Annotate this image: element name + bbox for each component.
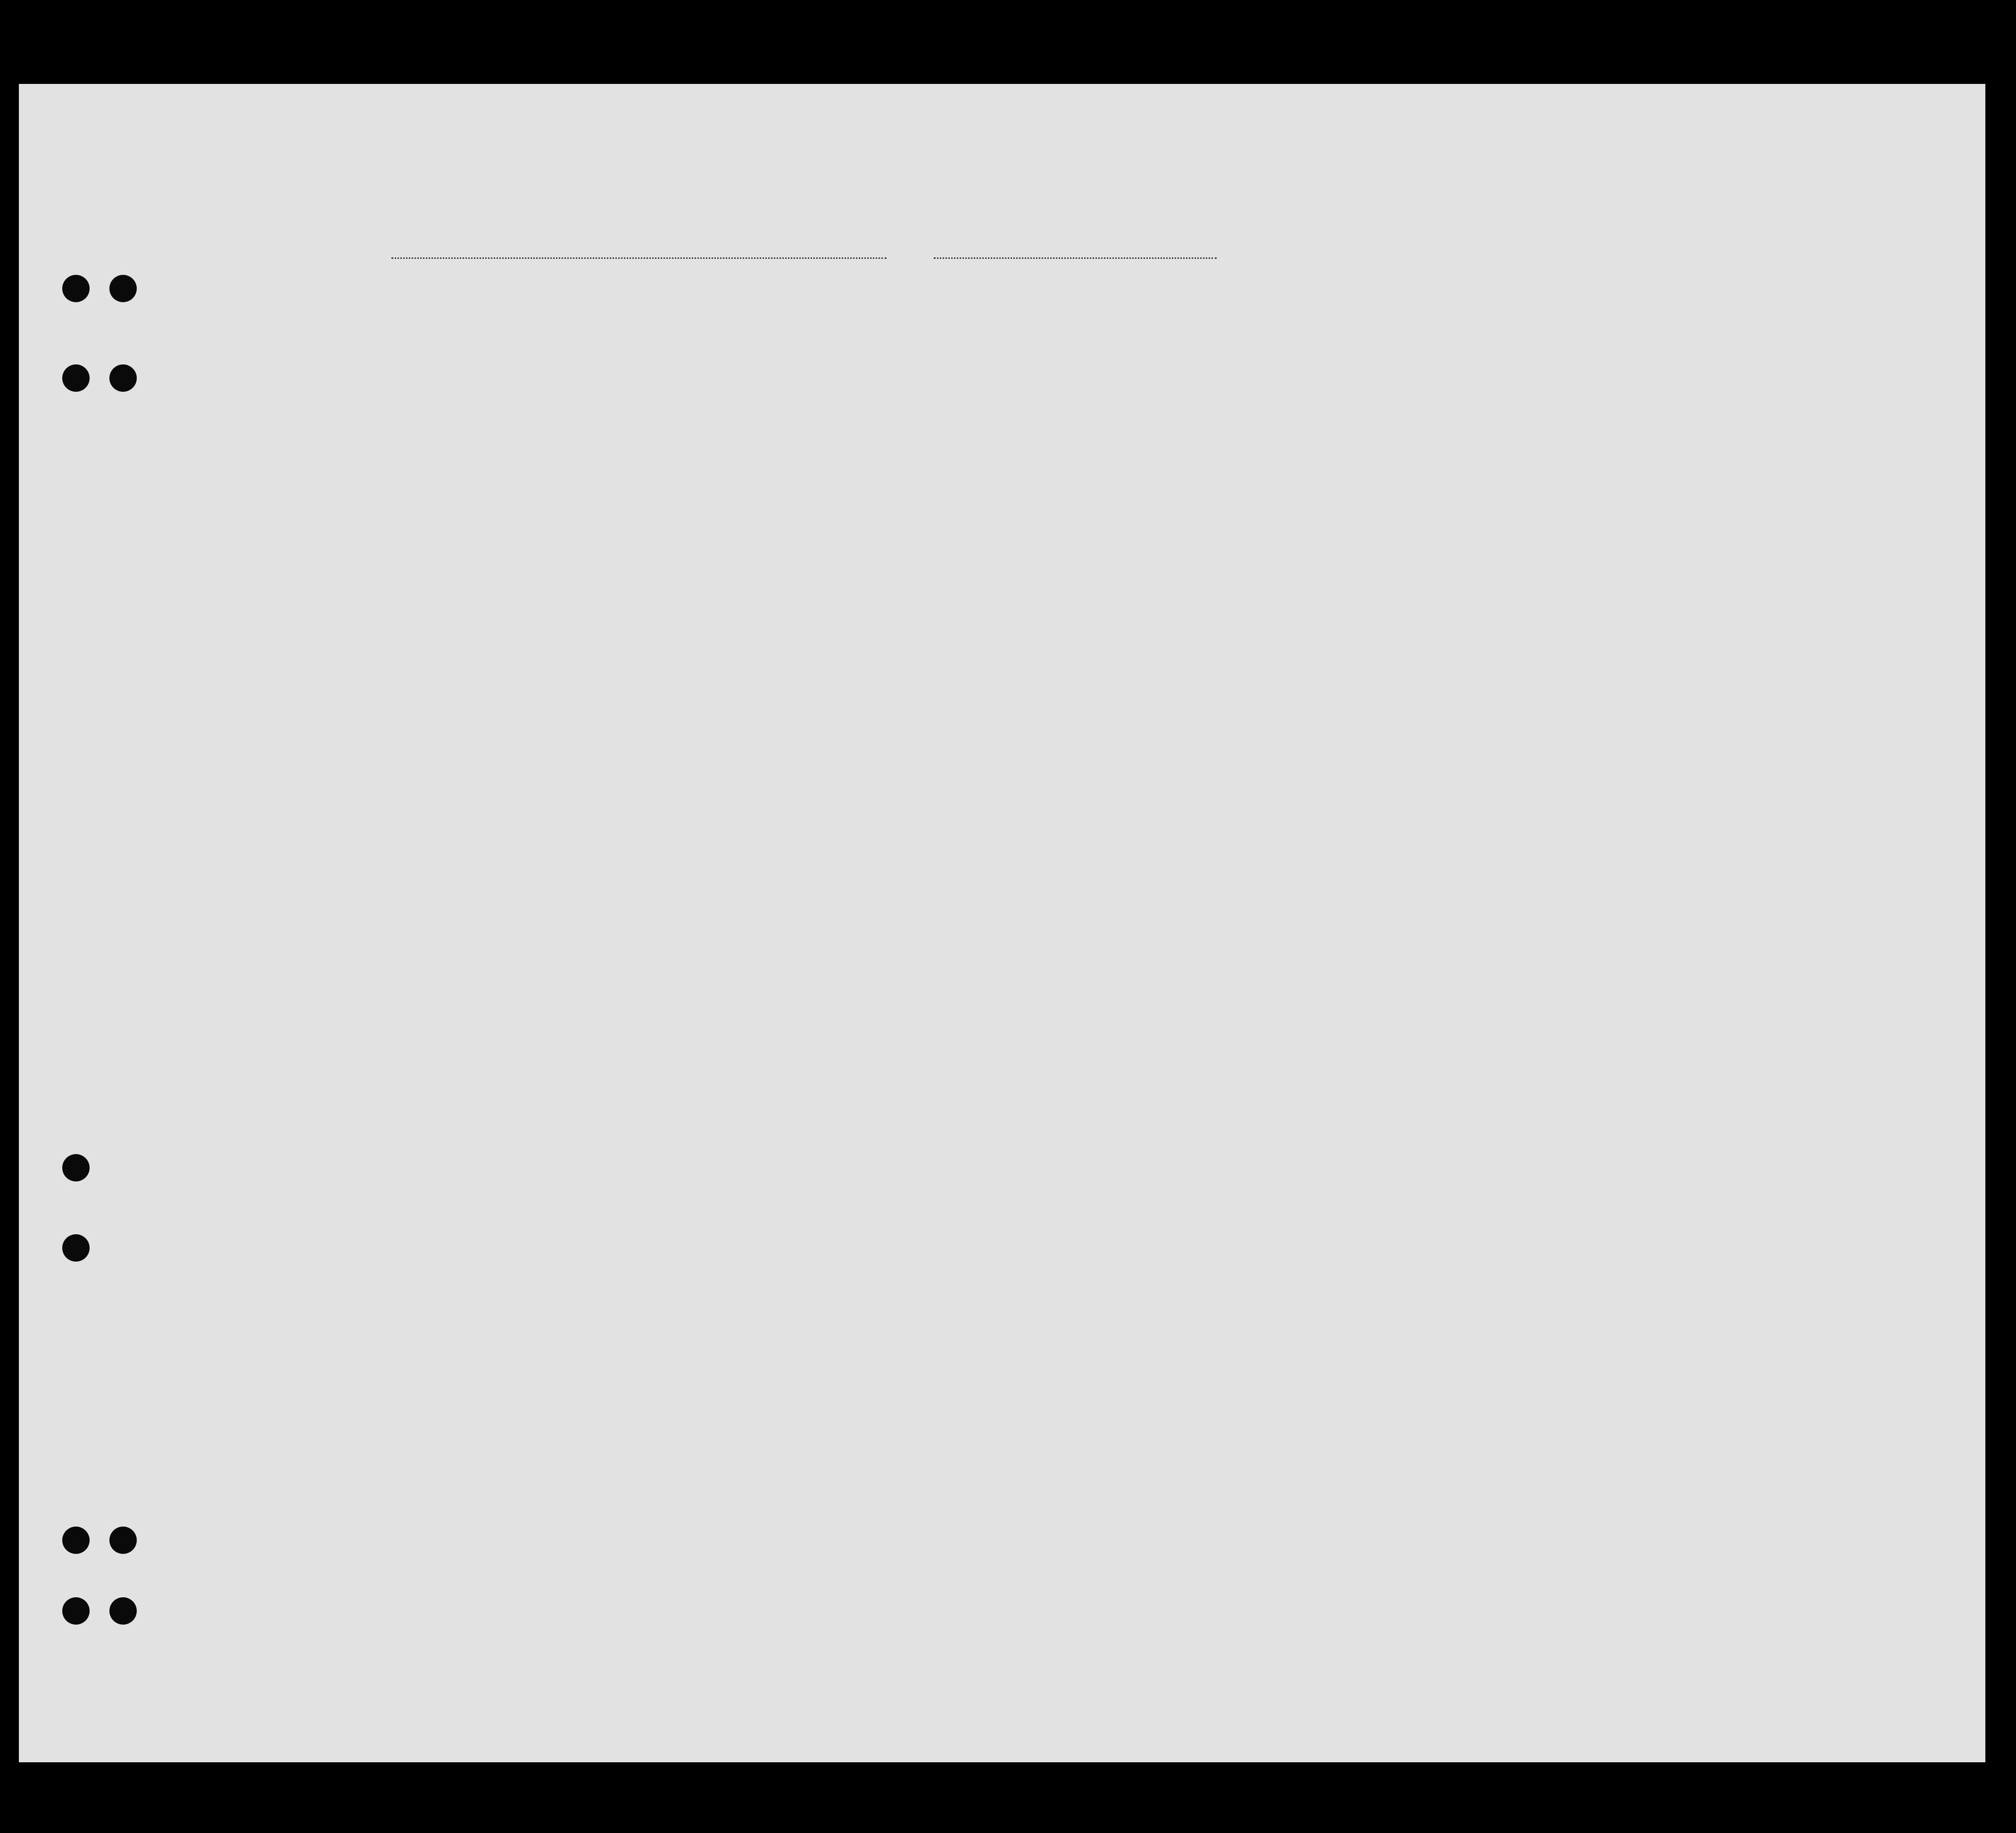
line-field [1511,1647,1537,1663]
punch-hole [62,1234,90,1262]
manifest-sheet [19,84,1985,1762]
punch-hole [62,364,90,392]
punch-hole [62,1527,90,1554]
punch-hole [62,275,90,302]
punch-hole [62,1154,90,1181]
table-grid [19,84,1985,1762]
punch-hole [109,275,137,302]
agents-field [1511,1694,1515,1710]
punch-hole [109,364,137,392]
punch-hole [109,1597,137,1625]
punch-hole [109,1527,137,1554]
punch-hole [62,1597,90,1625]
owners-field [1511,1671,1524,1686]
date-value [934,257,1217,259]
port-value [391,257,887,259]
